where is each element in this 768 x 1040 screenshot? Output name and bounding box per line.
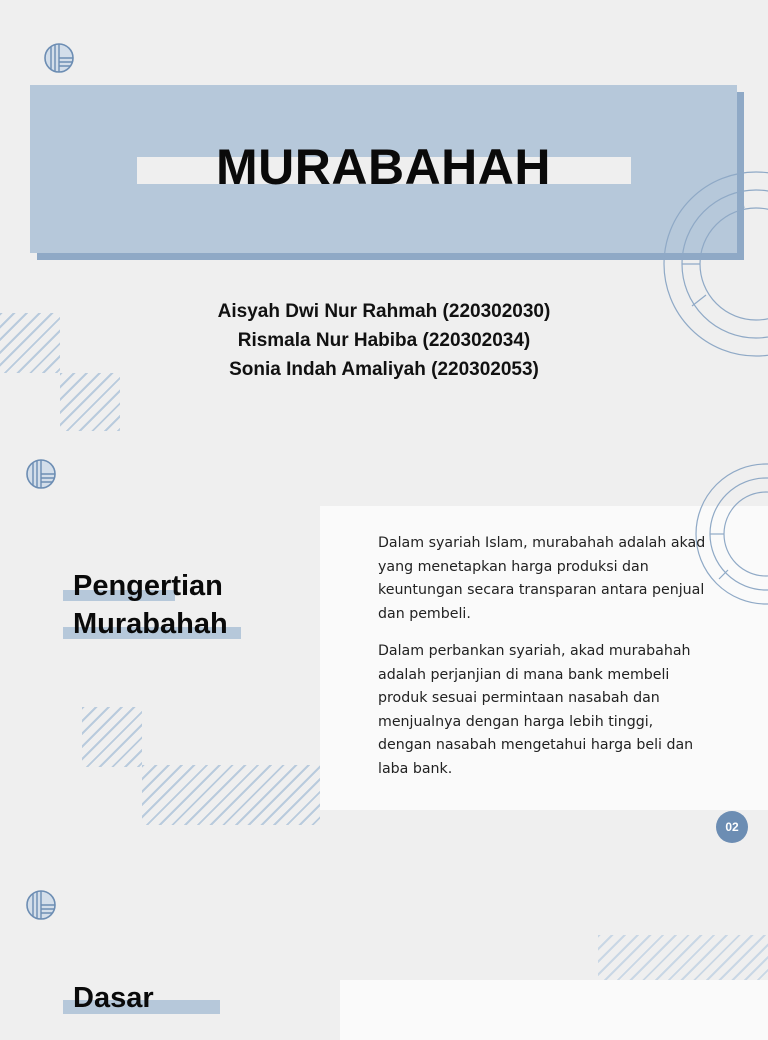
author-2: Rismala Nur Habiba (220302034) [237,330,531,351]
author-1: Aisyah Dwi Nur Rahmah (220302030) [217,301,551,322]
paragraph-1: Dalam syariah Islam, murabahah adalah akad yang menetapkan harga produksi dan keuntungan secara transparan antara penjual dan pembeli. [378,535,706,622]
concentric-rings-icon [660,168,768,364]
hatch-block [60,373,120,431]
heading-line-1: Dasar [73,982,154,1014]
section-heading [73,567,228,643]
heading-line-2: Murabahah [73,608,228,640]
definition-text [378,532,708,795]
slide-title: MURABAHAH [215,139,552,195]
author-list [100,297,668,384]
section-heading [73,979,154,1017]
content-card [340,980,768,1040]
heading-line-1: Pengertian [73,570,223,602]
page-number-badge: 02 [716,811,748,843]
author-3: Sonia Indah Amaliyah (220302053) [229,359,539,380]
striped-circle-icon [24,888,58,922]
hatch-block [142,765,320,825]
striped-circle-icon [42,41,76,75]
paragraph-2: Dalam perbankan syariah, akad murabahah adalah perjanjian di mana bank membeli produk sesuai permintaan nasabah dan menjualnya dengan harga lebih tinggi, dengan nasabah mengetahui harga beli dan laba bank. [378,643,694,777]
hatch-block [82,707,142,767]
striped-circle-icon [24,457,58,491]
hatch-block [0,313,60,373]
